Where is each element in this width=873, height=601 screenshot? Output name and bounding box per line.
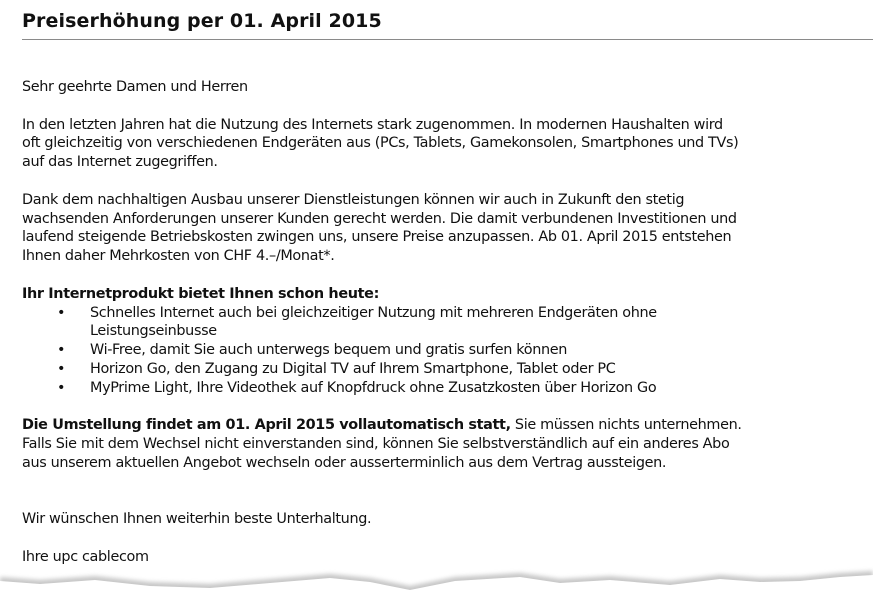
list-item — [22, 341, 852, 360]
features-list — [22, 304, 852, 398]
bullet-icon: • — [57, 360, 66, 377]
bullet-icon: • — [57, 304, 66, 321]
list-item — [22, 304, 852, 323]
intro-line-1: In den letzten Jahren hat die Nutzung des Internets stark zugenommen. In modernen Haushalten wird — [22, 116, 723, 133]
bullet-icon: • — [57, 342, 66, 359]
salutation: Sehr geehrte Damen und Herren — [22, 79, 248, 95]
switch-rest-text: Sie müssen nichts unternehmen. — [510, 417, 742, 434]
feature-text: Leistungseinbusse — [90, 323, 217, 340]
document-title: Preiserhöhung per 01. April 2015 — [22, 10, 382, 32]
feature-text: MyPrime Light, Ihre Videothek auf Knopfdruck ohne Zusatzkosten über Horizon Go — [90, 379, 657, 396]
switch-line-1 — [22, 416, 852, 435]
feature-text: Wi-Free, damit Sie auch unterwegs bequem und gratis surfen können — [90, 342, 568, 359]
closing-line: Wir wünschen Ihnen weiterhin beste Unterhaltung. — [22, 511, 372, 528]
list-item — [22, 360, 852, 379]
pricing-line-1: Dank dem nachhaltigen Ausbau unserer Dienstleistungen können wir auch in Zukunft den stetig — [22, 191, 685, 208]
pricing-line-3: laufend steigende Betriebskosten zwingen uns, unsere Preise anzupassen. Ab 01. April 2015 entstehen — [22, 229, 732, 246]
title-divider — [22, 39, 873, 40]
signature: Ihre upc cablecom — [22, 548, 149, 565]
pricing-line-2: wachsenden Anforderungen unserer Kunden gerecht werden. Die damit verbundenen Investitionen und — [22, 210, 737, 227]
feature-text: Schnelles Internet auch bei gleichzeitiger Nutzung mit mehreren Endgeräten ohne — [90, 304, 657, 321]
letter-body — [22, 78, 852, 567]
switch-bold-text: Die Umstellung findet am 01. April 2015 vollautomatisch statt, — [22, 417, 511, 434]
bullet-icon: • — [57, 379, 66, 396]
torn-edge — [0, 560, 873, 601]
switch-line-2: Falls Sie mit dem Wechsel nicht einverstanden sind, können Sie selbstverständlich auf ein anderes Abo — [22, 436, 730, 453]
intro-line-2: oft gleichzeitig von verschiedenen Endgeräten aus (PCs, Tablets, Gamekonsolen, Smartphones und TVs) — [22, 135, 739, 152]
intro-line-3: auf das Internet zugegriffen. — [22, 154, 218, 171]
features-heading: Ihr Internetprodukt bietet Ihnen schon heute: — [22, 285, 379, 302]
list-item-continuation — [22, 322, 852, 341]
pricing-line-4: Ihnen daher Mehrkosten von CHF 4.–/Monat*. — [22, 248, 335, 265]
feature-text: Horizon Go, den Zugang zu Digital TV auf Ihrem Smartphone, Tablet oder PC — [90, 360, 616, 377]
list-item — [22, 379, 852, 398]
switch-line-3: aus unserem aktuellen Angebot wechseln oder ausserterminlich aus dem Vertrag aussteigen. — [22, 454, 667, 471]
